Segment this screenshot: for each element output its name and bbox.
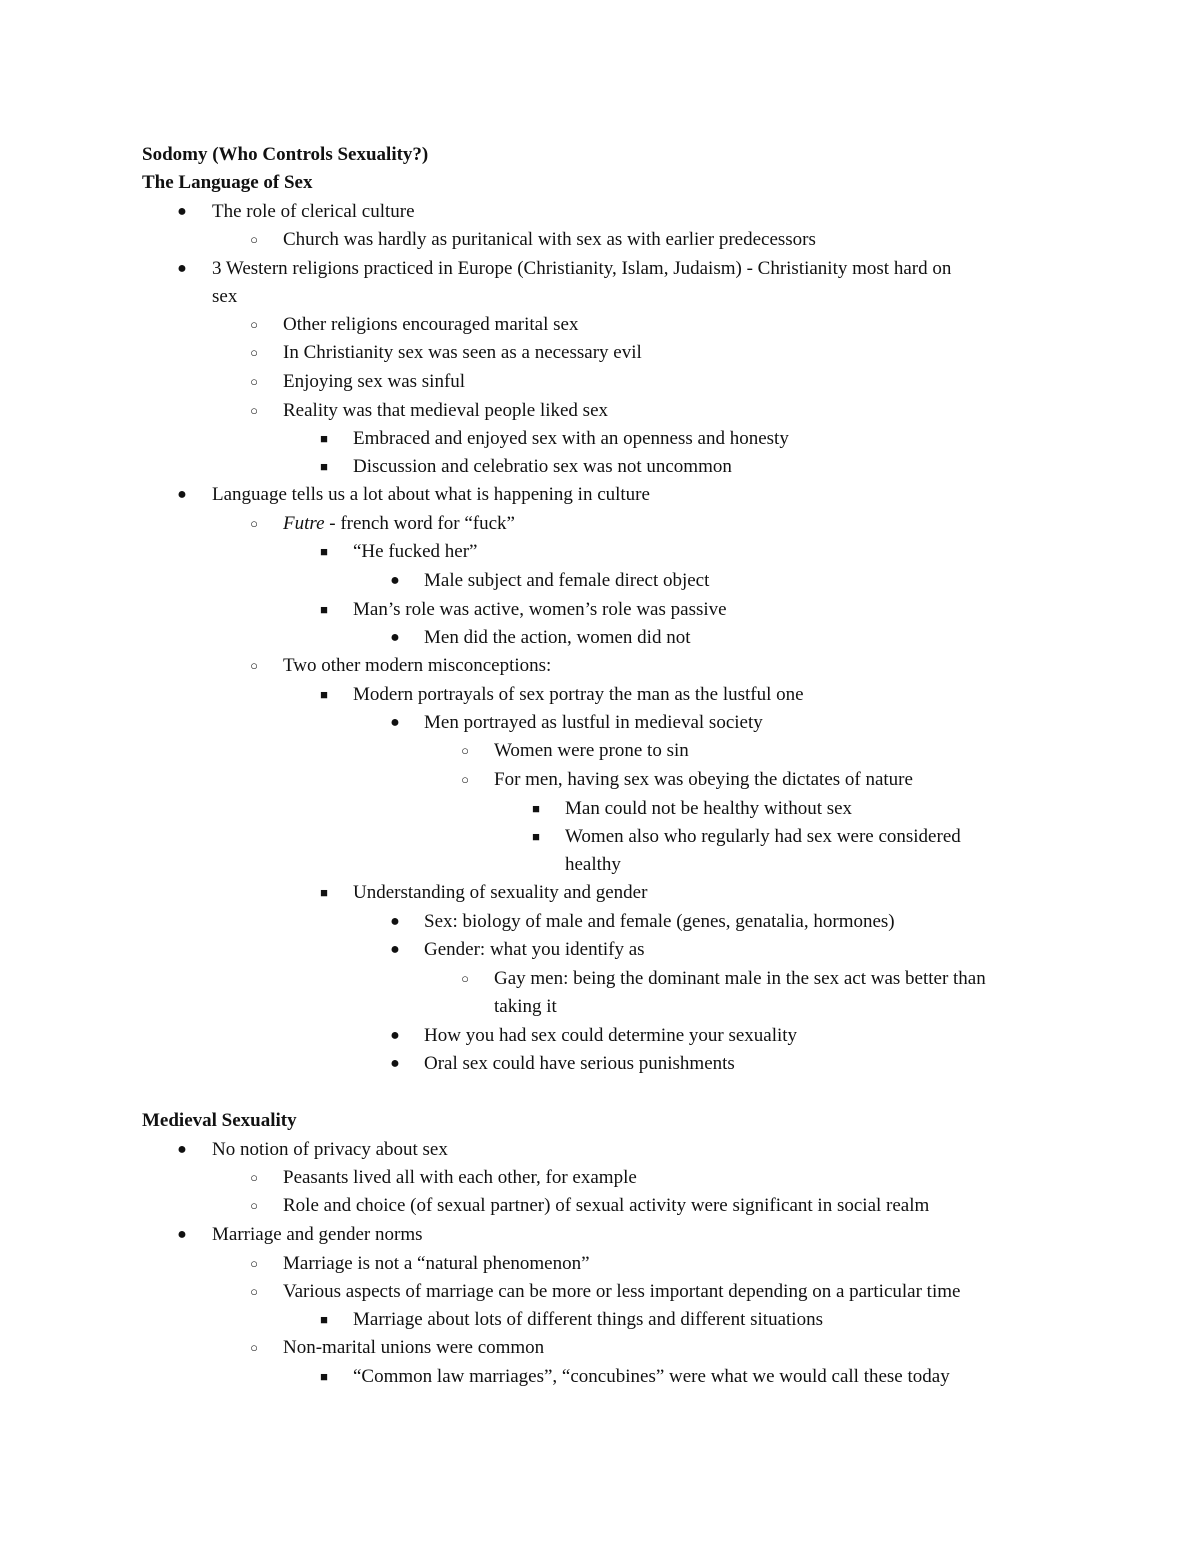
bullet-circle: ○ bbox=[461, 971, 469, 986]
bullet-dot: ● bbox=[177, 260, 187, 277]
bullet-dot: ● bbox=[390, 913, 400, 930]
list-item-text: Marriage about lots of different things and different situations bbox=[353, 1309, 823, 1330]
bullet-circle: ○ bbox=[250, 658, 258, 673]
bullet-circle: ○ bbox=[250, 1256, 258, 1271]
list-item-text: Language tells us a lot about what is happening in culture bbox=[212, 484, 650, 505]
list-item-text: Men portrayed as lustful in medieval society bbox=[424, 712, 763, 733]
bullet-square: ■ bbox=[320, 602, 328, 617]
list-item-text: Oral sex could have serious punishments bbox=[424, 1053, 735, 1074]
bullet-circle: ○ bbox=[250, 232, 258, 247]
list-item-text: Women were prone to sin bbox=[494, 740, 689, 761]
bullet-square: ■ bbox=[532, 829, 540, 844]
list-item-text: Male subject and female direct object bbox=[424, 570, 710, 591]
bullet-dot: ● bbox=[390, 941, 400, 958]
bullet-square: ■ bbox=[320, 1312, 328, 1327]
list-item-text: Marriage and gender norms bbox=[212, 1224, 423, 1245]
list-item-text: “Common law marriages”, “concubines” were what we would call these today bbox=[353, 1366, 950, 1387]
list-item-text: Gender: what you identify as bbox=[424, 939, 645, 960]
bullet-square: ■ bbox=[320, 687, 328, 702]
list-item-text: For men, having sex was obeying the dictates of nature bbox=[494, 769, 913, 790]
list-item-text: The role of clerical culture bbox=[212, 201, 415, 222]
list-item-text-continued: sex bbox=[212, 286, 238, 307]
bullet-circle: ○ bbox=[250, 403, 258, 418]
list-item-text: “He fucked her” bbox=[353, 541, 478, 562]
list-item-text: Man could not be healthy without sex bbox=[565, 798, 853, 819]
list-item-text: 3 Western religions practiced in Europe (Christianity, Islam, Judaism) - Christianity most hard on bbox=[212, 258, 952, 279]
bullet-dot: ● bbox=[177, 1226, 187, 1243]
bullet-dot: ● bbox=[390, 1027, 400, 1044]
section-heading-medieval-sexuality: Medieval Sexuality bbox=[142, 1110, 297, 1131]
bullet-circle: ○ bbox=[250, 317, 258, 332]
list-item-text: In Christianity sex was seen as a necessary evil bbox=[283, 342, 642, 363]
list-item-text-continued: healthy bbox=[565, 854, 621, 875]
list-item-text: Man’s role was active, women’s role was passive bbox=[353, 599, 727, 620]
list-item-text bbox=[283, 510, 515, 538]
list-item-text: Non-marital unions were common bbox=[283, 1337, 545, 1358]
list-item-text: Enjoying sex was sinful bbox=[283, 371, 466, 392]
bullet-dot: ● bbox=[177, 203, 187, 220]
list-item-text: Peasants lived all with each other, for example bbox=[283, 1167, 637, 1188]
bullet-circle: ○ bbox=[250, 516, 258, 531]
list-item-text-continued: taking it bbox=[494, 996, 557, 1017]
bullet-circle: ○ bbox=[250, 345, 258, 360]
list-item-text: Role and choice (of sexual partner) of sexual activity were significant in social realm bbox=[283, 1195, 930, 1216]
list-item-text: Various aspects of marriage can be more or less important depending on a particular time bbox=[283, 1281, 961, 1302]
italic-term: Futre bbox=[283, 513, 325, 534]
bullet-square: ■ bbox=[320, 544, 328, 559]
bullet-square: ■ bbox=[320, 431, 328, 446]
bullet-dot: ● bbox=[390, 572, 400, 589]
list-item-text: Marriage is not a “natural phenomenon” bbox=[283, 1253, 590, 1274]
list-item-text: Reality was that medieval people liked sex bbox=[283, 400, 609, 421]
bullet-circle: ○ bbox=[250, 1340, 258, 1355]
bullet-circle: ○ bbox=[461, 743, 469, 758]
list-item-text: Sex: biology of male and female (genes, genatalia, hormones) bbox=[424, 911, 895, 932]
list-item-text: Understanding of sexuality and gender bbox=[353, 882, 648, 903]
list-item-text: How you had sex could determine your sexuality bbox=[424, 1025, 798, 1046]
list-item-text: Church was hardly as puritanical with sex as with earlier predecessors bbox=[283, 229, 816, 250]
bullet-circle: ○ bbox=[250, 374, 258, 389]
list-item-text: Gay men: being the dominant male in the sex act was better than bbox=[494, 968, 986, 989]
list-item-text: Women also who regularly had sex were considered bbox=[565, 826, 961, 847]
bullet-square: ■ bbox=[320, 885, 328, 900]
bullet-dot: ● bbox=[390, 629, 400, 646]
list-item-text: Other religions encouraged marital sex bbox=[283, 314, 579, 335]
term-definition: - french word for “fuck” bbox=[324, 513, 515, 534]
document-title: Sodomy (Who Controls Sexuality?) bbox=[142, 144, 429, 165]
list-item-text: Embraced and enjoyed sex with an openness and honesty bbox=[353, 428, 789, 449]
bullet-square: ■ bbox=[320, 459, 328, 474]
list-item-text: Modern portrayals of sex portray the man as the lustful one bbox=[353, 684, 804, 705]
bullet-dot: ● bbox=[390, 1055, 400, 1072]
bullet-dot: ● bbox=[390, 714, 400, 731]
bullet-dot: ● bbox=[177, 1141, 187, 1158]
bullet-dot: ● bbox=[177, 486, 187, 503]
bullet-circle: ○ bbox=[250, 1170, 258, 1185]
bullet-circle: ○ bbox=[250, 1284, 258, 1299]
bullet-square: ■ bbox=[532, 801, 540, 816]
list-item-text: Discussion and celebratio sex was not uncommon bbox=[353, 456, 732, 477]
bullet-circle: ○ bbox=[461, 772, 469, 787]
bullet-circle: ○ bbox=[250, 1198, 258, 1213]
list-item-text: Men did the action, women did not bbox=[424, 627, 691, 648]
bullet-square: ■ bbox=[320, 1369, 328, 1384]
list-item-text: Two other modern misconceptions: bbox=[283, 655, 552, 676]
list-item-text: No notion of privacy about sex bbox=[212, 1139, 448, 1160]
section-heading-language-of-sex: The Language of Sex bbox=[142, 172, 313, 193]
